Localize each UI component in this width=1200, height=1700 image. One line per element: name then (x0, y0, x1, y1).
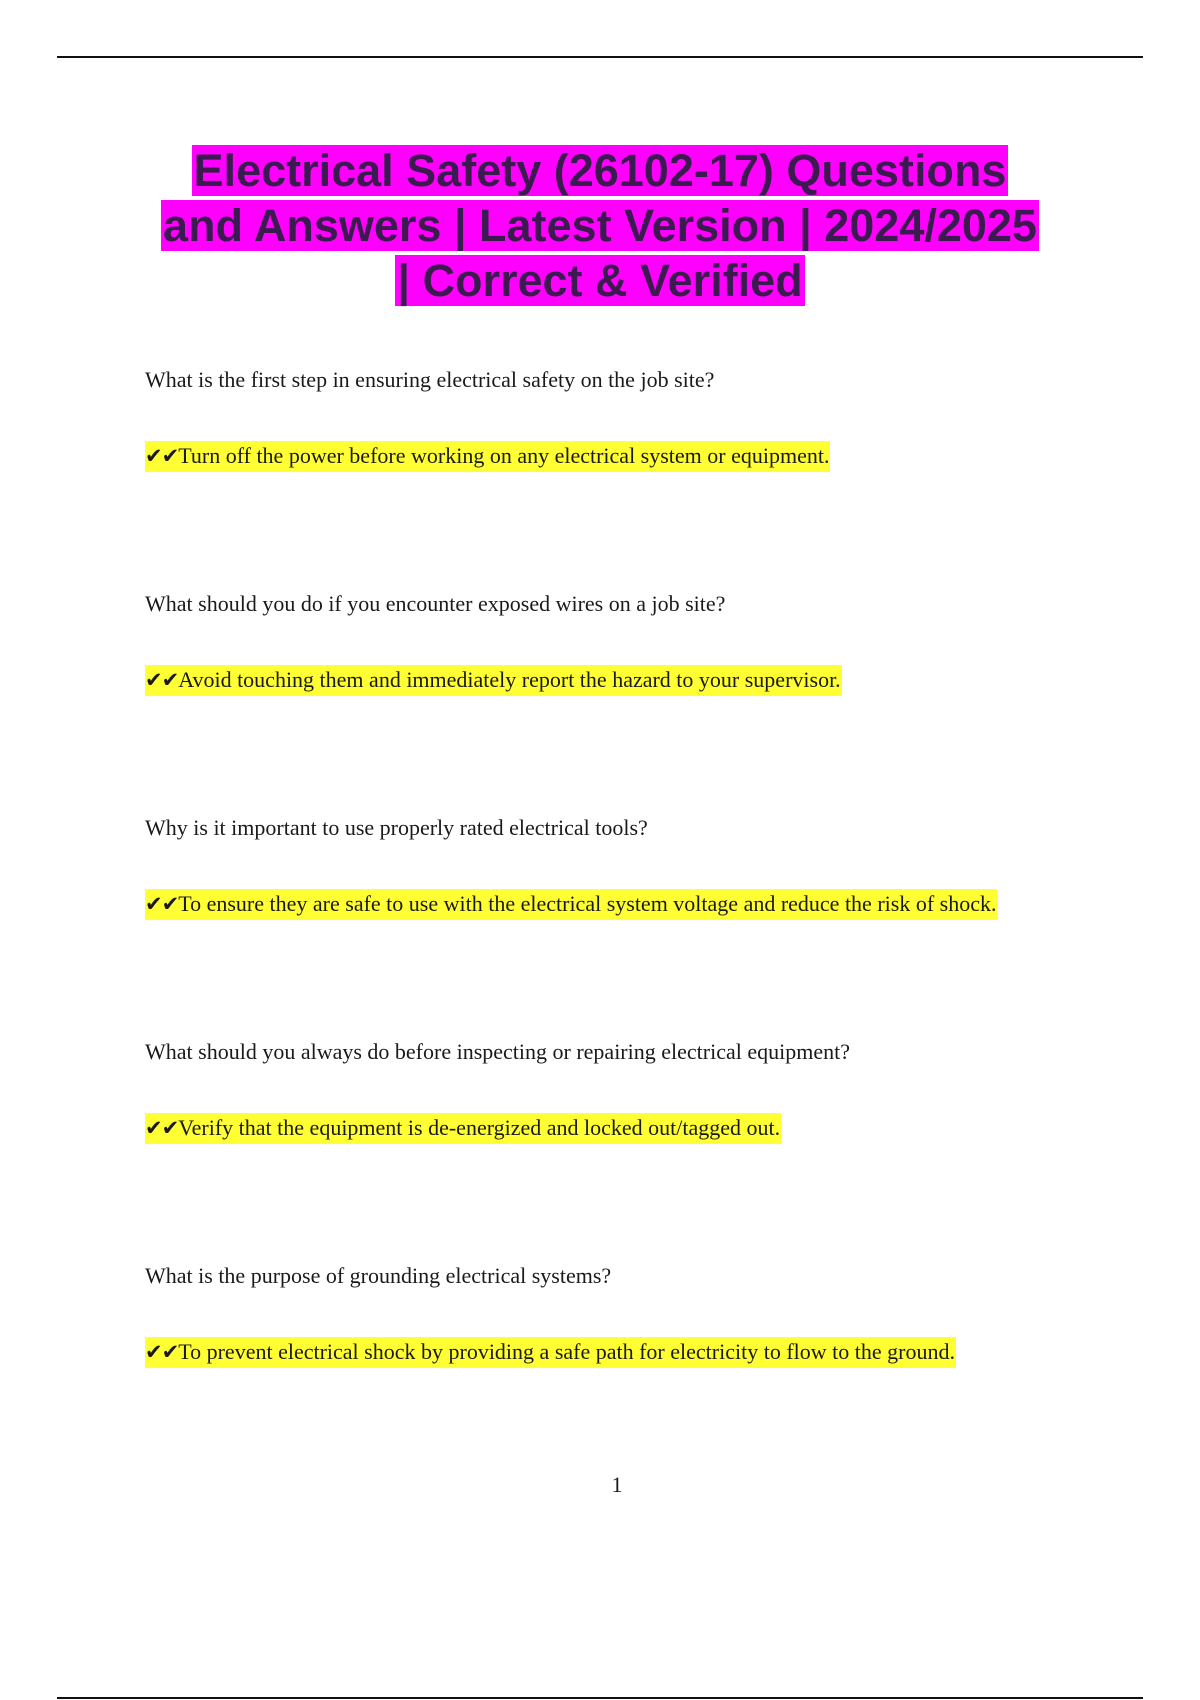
double-check-icon: ✔✔ (145, 668, 179, 692)
answer-text (145, 441, 830, 472)
footer-rule (57, 1697, 1143, 1699)
double-check-icon: ✔✔ (145, 1340, 179, 1364)
page-number: 1 (611, 1472, 623, 1497)
answer-label: To ensure they are safe to use with the electrical system voltage and reduce the risk of shock. (178, 891, 997, 916)
double-check-icon: ✔✔ (145, 1116, 179, 1140)
question-text: What is the purpose of grounding electrical systems? (145, 1263, 612, 1288)
answer-label: Avoid touching them and immediately report the hazard to your supervisor. (178, 667, 841, 692)
double-check-icon: ✔✔ (145, 892, 179, 916)
title-line-2: and Answers | Latest Version | 2024/2025 (163, 200, 1037, 251)
title-line-3: | Correct & Verified (397, 255, 803, 306)
answer-text (145, 665, 842, 696)
answer-text (145, 889, 997, 920)
question-text: What should you do if you encounter exposed wires on a job site? (145, 591, 726, 616)
answer-text (145, 1337, 956, 1368)
answer-text (145, 1113, 781, 1144)
header-rule (57, 56, 1143, 58)
question-text: What should you always do before inspecting or repairing electrical equipment? (145, 1039, 850, 1064)
question-text: Why is it important to use properly rated electrical tools? (145, 815, 648, 840)
question-text: What is the first step in ensuring electrical safety on the job site? (145, 367, 715, 392)
double-check-icon: ✔✔ (145, 444, 179, 468)
answer-label: Turn off the power before working on any electrical system or equipment. (178, 443, 830, 468)
document-title (100, 143, 1100, 308)
answer-label: Verify that the equipment is de-energized and locked out/tagged out. (178, 1115, 781, 1140)
answer-label: To prevent electrical shock by providing a safe path for electricity to flow to the ground. (178, 1339, 955, 1364)
title-line-1: Electrical Safety (26102-17) Questions (193, 145, 1007, 196)
